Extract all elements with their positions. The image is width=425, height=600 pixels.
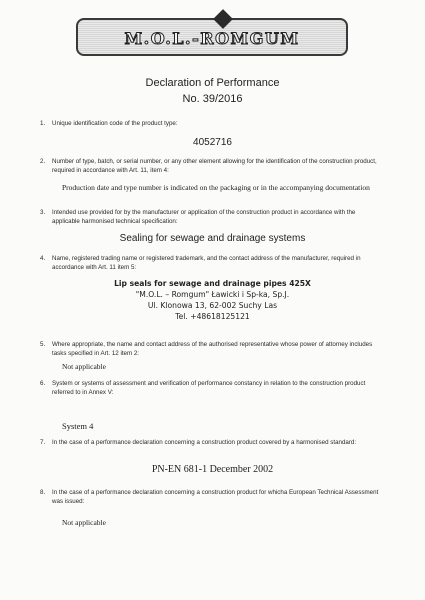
company-name: "M.O.L. – Romgum" Ławicki i Sp-ka, Sp.J. (135, 290, 290, 299)
system-answer: System 4 (62, 421, 94, 431)
company-address: Ul. Klonowa 13, 62-002 Suchy Las (147, 301, 278, 310)
item-3-text: Intended use provided for by the manufacturer or application of the construction product in accordance with the applicable harmonised technical specification: (52, 209, 356, 225)
item-6-text: System or systems of assessment and verification of performance constancy in relation to the construction product referred to in Annex V: (52, 380, 366, 396)
item-8-text: In the case of a performance declaration concerning a construction product for whicha European Technical Assessment was issued: (52, 489, 379, 505)
item-1-text: Unique identification code of the product type: (52, 120, 178, 127)
product-name: Lip seals for sewage and drainage pipes 425X (114, 279, 311, 288)
item-3: 3. Intended use provided for by the manufacturer or application of the construction product in accordance with the applicable harmonised technical specification: (40, 209, 356, 225)
company-logo (76, 18, 348, 56)
item-5: 5. Where appropriate, the name and contact address of the authorised representative whose power of attorney includes tasks specified in Art. 12 item 2: (40, 341, 373, 357)
document-title: Declaration of Performance (145, 77, 280, 89)
logo-emblem-icon (213, 9, 233, 29)
representative-answer: Not applicable (62, 362, 106, 371)
item-4: 4. Name, registered trading name or registered trademark, and the contact address of the manufacturer, required in accordance with Art. 11 item 5: (40, 255, 361, 271)
document-number: No. 39/2016 (182, 93, 243, 105)
logo-text: M.O.L.-ROMGUM (124, 29, 300, 48)
identification-answer: Production date and type number is indicated on the packaging or in the accompanying documentation (62, 183, 370, 192)
item-1: 1. Unique identification code of the product type: (40, 120, 178, 127)
item-6: 6. System or systems of assessment and verification of performance constancy in relation to the construction product referred to in Annex V: (40, 380, 366, 396)
intended-use-answer: Sealing for sewage and drainage systems (119, 233, 306, 244)
product-code: 4052716 (193, 137, 232, 148)
eta-answer: Not applicable (62, 518, 106, 527)
item-8: 8. In the case of a performance declaration concerning a construction product for whicha European Technical Assessment was issued: (40, 489, 379, 505)
manufacturer-block (0, 278, 425, 322)
item-5-text: Where appropriate, the name and contact address of the authorised representative whose power of attorney includes tasks specified in Art. 12 item 2: (52, 341, 373, 357)
item-7: 7. In the case of a performance declaration concerning a construction product covered by a harmonised standard: (40, 439, 357, 446)
item-2-text: Number of type, batch, or serial number, or any other element allowing for the identification of the construction product, required in accordance with Art. 11, item 4: (52, 158, 377, 174)
standard-answer: PN-EN 681-1 December 2002 (151, 464, 274, 475)
company-phone: Tel. +48618125121 (175, 312, 250, 321)
item-7-text: In the case of a performance declaration concerning a construction product covered by a harmonised standard: (52, 439, 357, 446)
item-2: 2. Number of type, batch, or serial number, or any other element allowing for the identification of the construction product, required in accordance with Art. 11, item 4: (40, 158, 377, 174)
item-4-text: Name, registered trading name or registered trademark, and the contact address of the manufacturer, required in accordance with Art. 11 item 5: (52, 255, 361, 271)
